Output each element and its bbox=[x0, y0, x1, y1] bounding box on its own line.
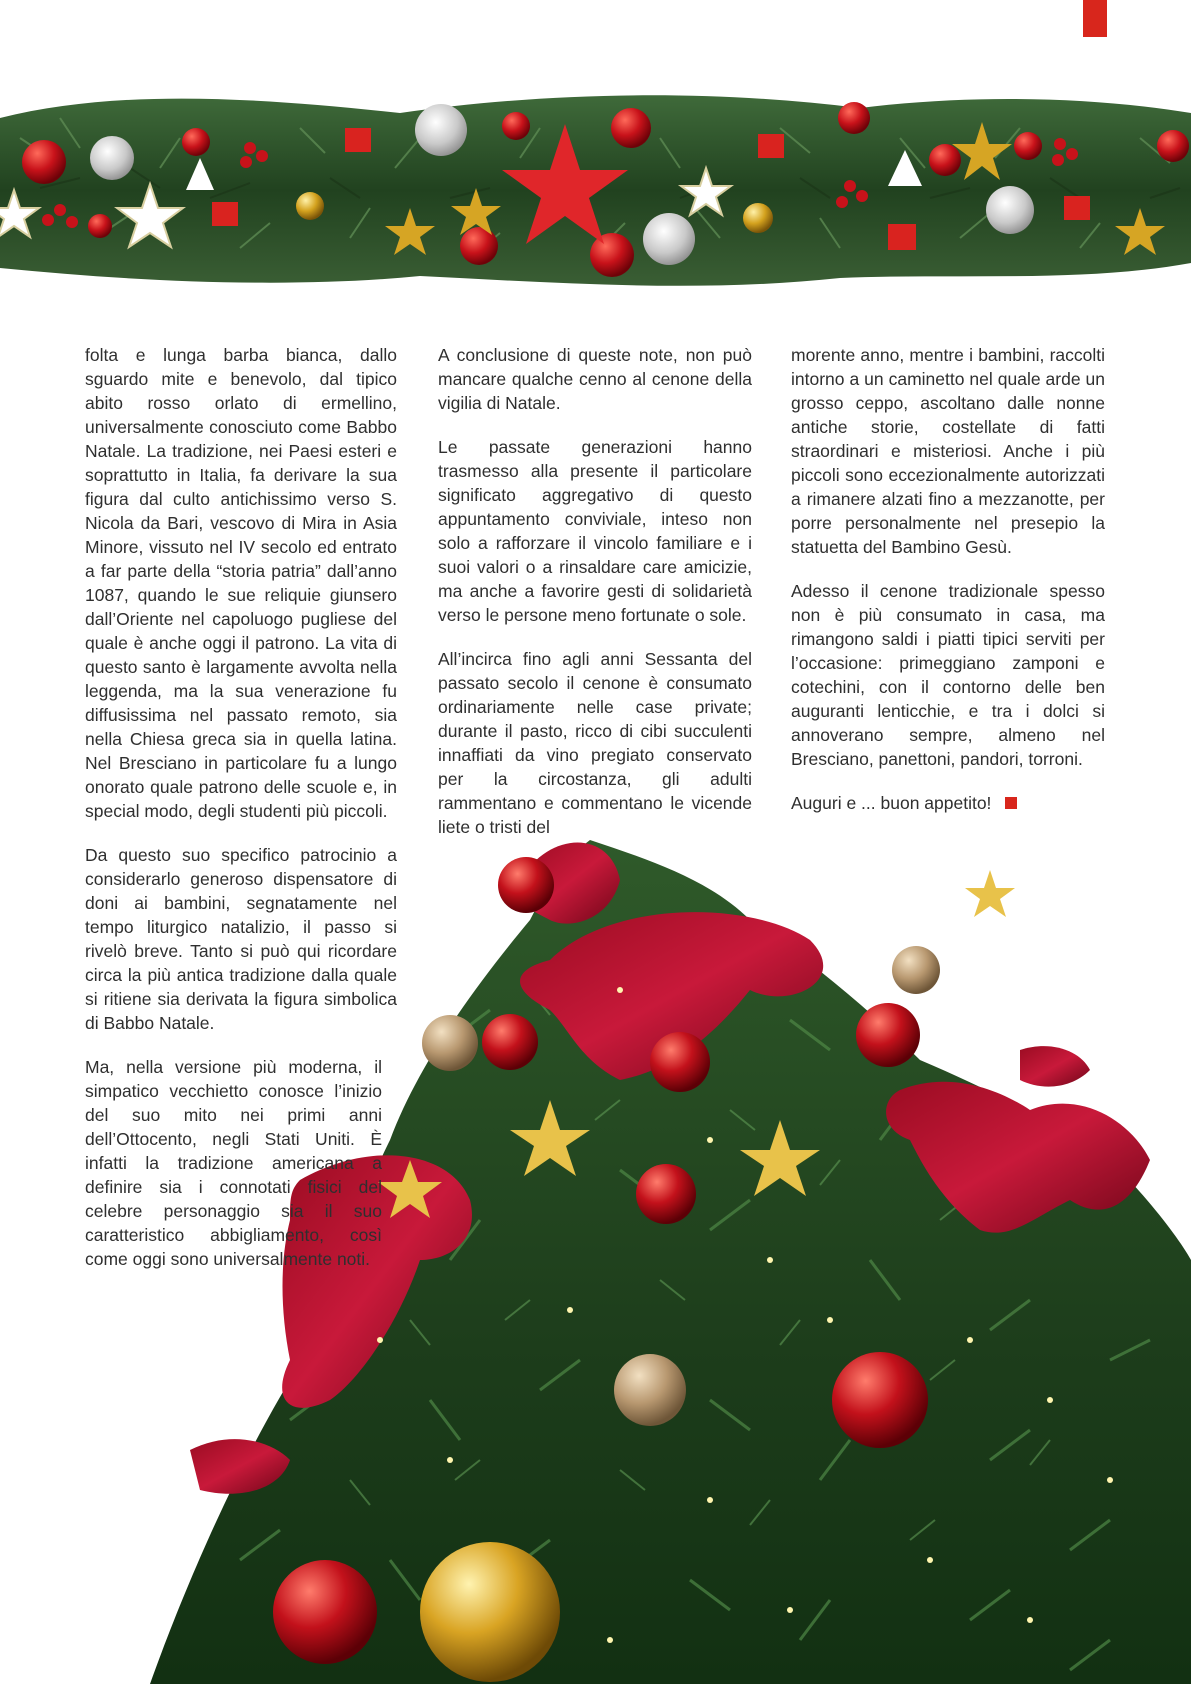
paragraph: All’incirca fino agli anni Sessanta del passato secolo il cenone è consumato ordinariamente nelle case private; durante il pasto, ricco di cibi succulenti innaffiati da vino pregiato conservato per la circostanza, gli adulti rammentano e commentano le vicende liete o tristi del bbox=[438, 649, 752, 837]
paragraph: A conclusione di queste note, non può mancare qualche cenno al cenone della vigilia di Natale. bbox=[438, 345, 752, 413]
paragraph: Ma, nella versione più moderna, il simpatico vecchietto conosce l’inizio del suo mito nei primi anni dell’Ottocento, negli Stati Uniti. È infatti la tradizione americana a definire sia i connotati fisici del celebre personaggio sia il suo caratteristico abbigliamento, così come oggi sono universalmente noti. bbox=[85, 1057, 382, 1269]
article-column-2 bbox=[438, 343, 752, 859]
closing-text: Auguri e ... buon appetito! bbox=[791, 793, 992, 813]
christmas-garland-image bbox=[0, 78, 1191, 308]
article-column-3 bbox=[791, 343, 1105, 835]
paragraph: morente anno, mentre i bambini, raccolti intorno a un caminetto nel quale arde un grosso ceppo, ascoltano dalle nonne antiche storie, costellate di fatti straordinari e misteriosi. Anche i più piccoli sono eccezionalmente autorizzati a rimanere alzati fino a mezzanotte, per porre personalmente nel presepio la statuetta del Bambino Gesù. bbox=[791, 345, 1105, 557]
closing-line bbox=[791, 791, 1105, 815]
end-of-article-mark bbox=[1005, 797, 1017, 809]
article-column-1 bbox=[85, 343, 397, 1291]
paragraph: folta e lunga barba bianca, dallo sguardo mite e benevolo, dal tipico abito rosso orlato di ermellino, universalmente conosciuto come Babbo Natale. La tradizione, nei Paesi esteri e soprattutto in Italia, fa derivare la sua figura dal culto antichissimo verso S. Nicola da Bari, vescovo di Mira in Asia Minore, vissuto nel IV secolo ed entrato a far parte della “storia patria” dall’anno 1087, quando le sue reliquie giunsero dall’Oriente nel capoluogo pugliese del quale è anche oggi il patrono. La vita di questo santo è largamente avvolta nella leggenda, ma la sua venerazione fu diffusissima nel passato remoto, sia nella Chiesa greca sia in quella latina. Nel Bresciano in particolare fu a lungo onorato quale patrono delle scuole e, in special modo, degli studenti più piccoli. bbox=[85, 345, 397, 821]
page-corner-tab bbox=[1083, 0, 1107, 37]
paragraph: Da questo suo specifico patrocinio a considerarlo generoso dispensatore di doni ai bambini, segnatamente nel tempo liturgico natalizio, il passo si rivelò breve. Tanto si può qui ricordare circa la più antica tradizione dalla quale si ritiene sia derivata la figura simbolica di Babbo Natale. bbox=[85, 845, 397, 1033]
paragraph: Adesso il cenone tradizionale spesso non è più consumato in casa, ma rimangono saldi i piatti tipici serviti per l’occasione: primeggiano zamponi e cotechini, con il contorno delle ben auguranti lenticchie, e tra i dolci si annoverano sempre, almeno nel Bresciano, panettoni, pandori, torroni. bbox=[791, 581, 1105, 769]
paragraph: Le passate generazioni hanno trasmesso alla presente il particolare significato aggregativo di questo appuntamento conviviale, inteso non solo a rafforzare il vincolo familiare e i suoi valori o a rinsaldare care amicizie, ma anche a favorire gesti di solidarietà verso le persone meno fortunate o sole. bbox=[438, 437, 752, 625]
